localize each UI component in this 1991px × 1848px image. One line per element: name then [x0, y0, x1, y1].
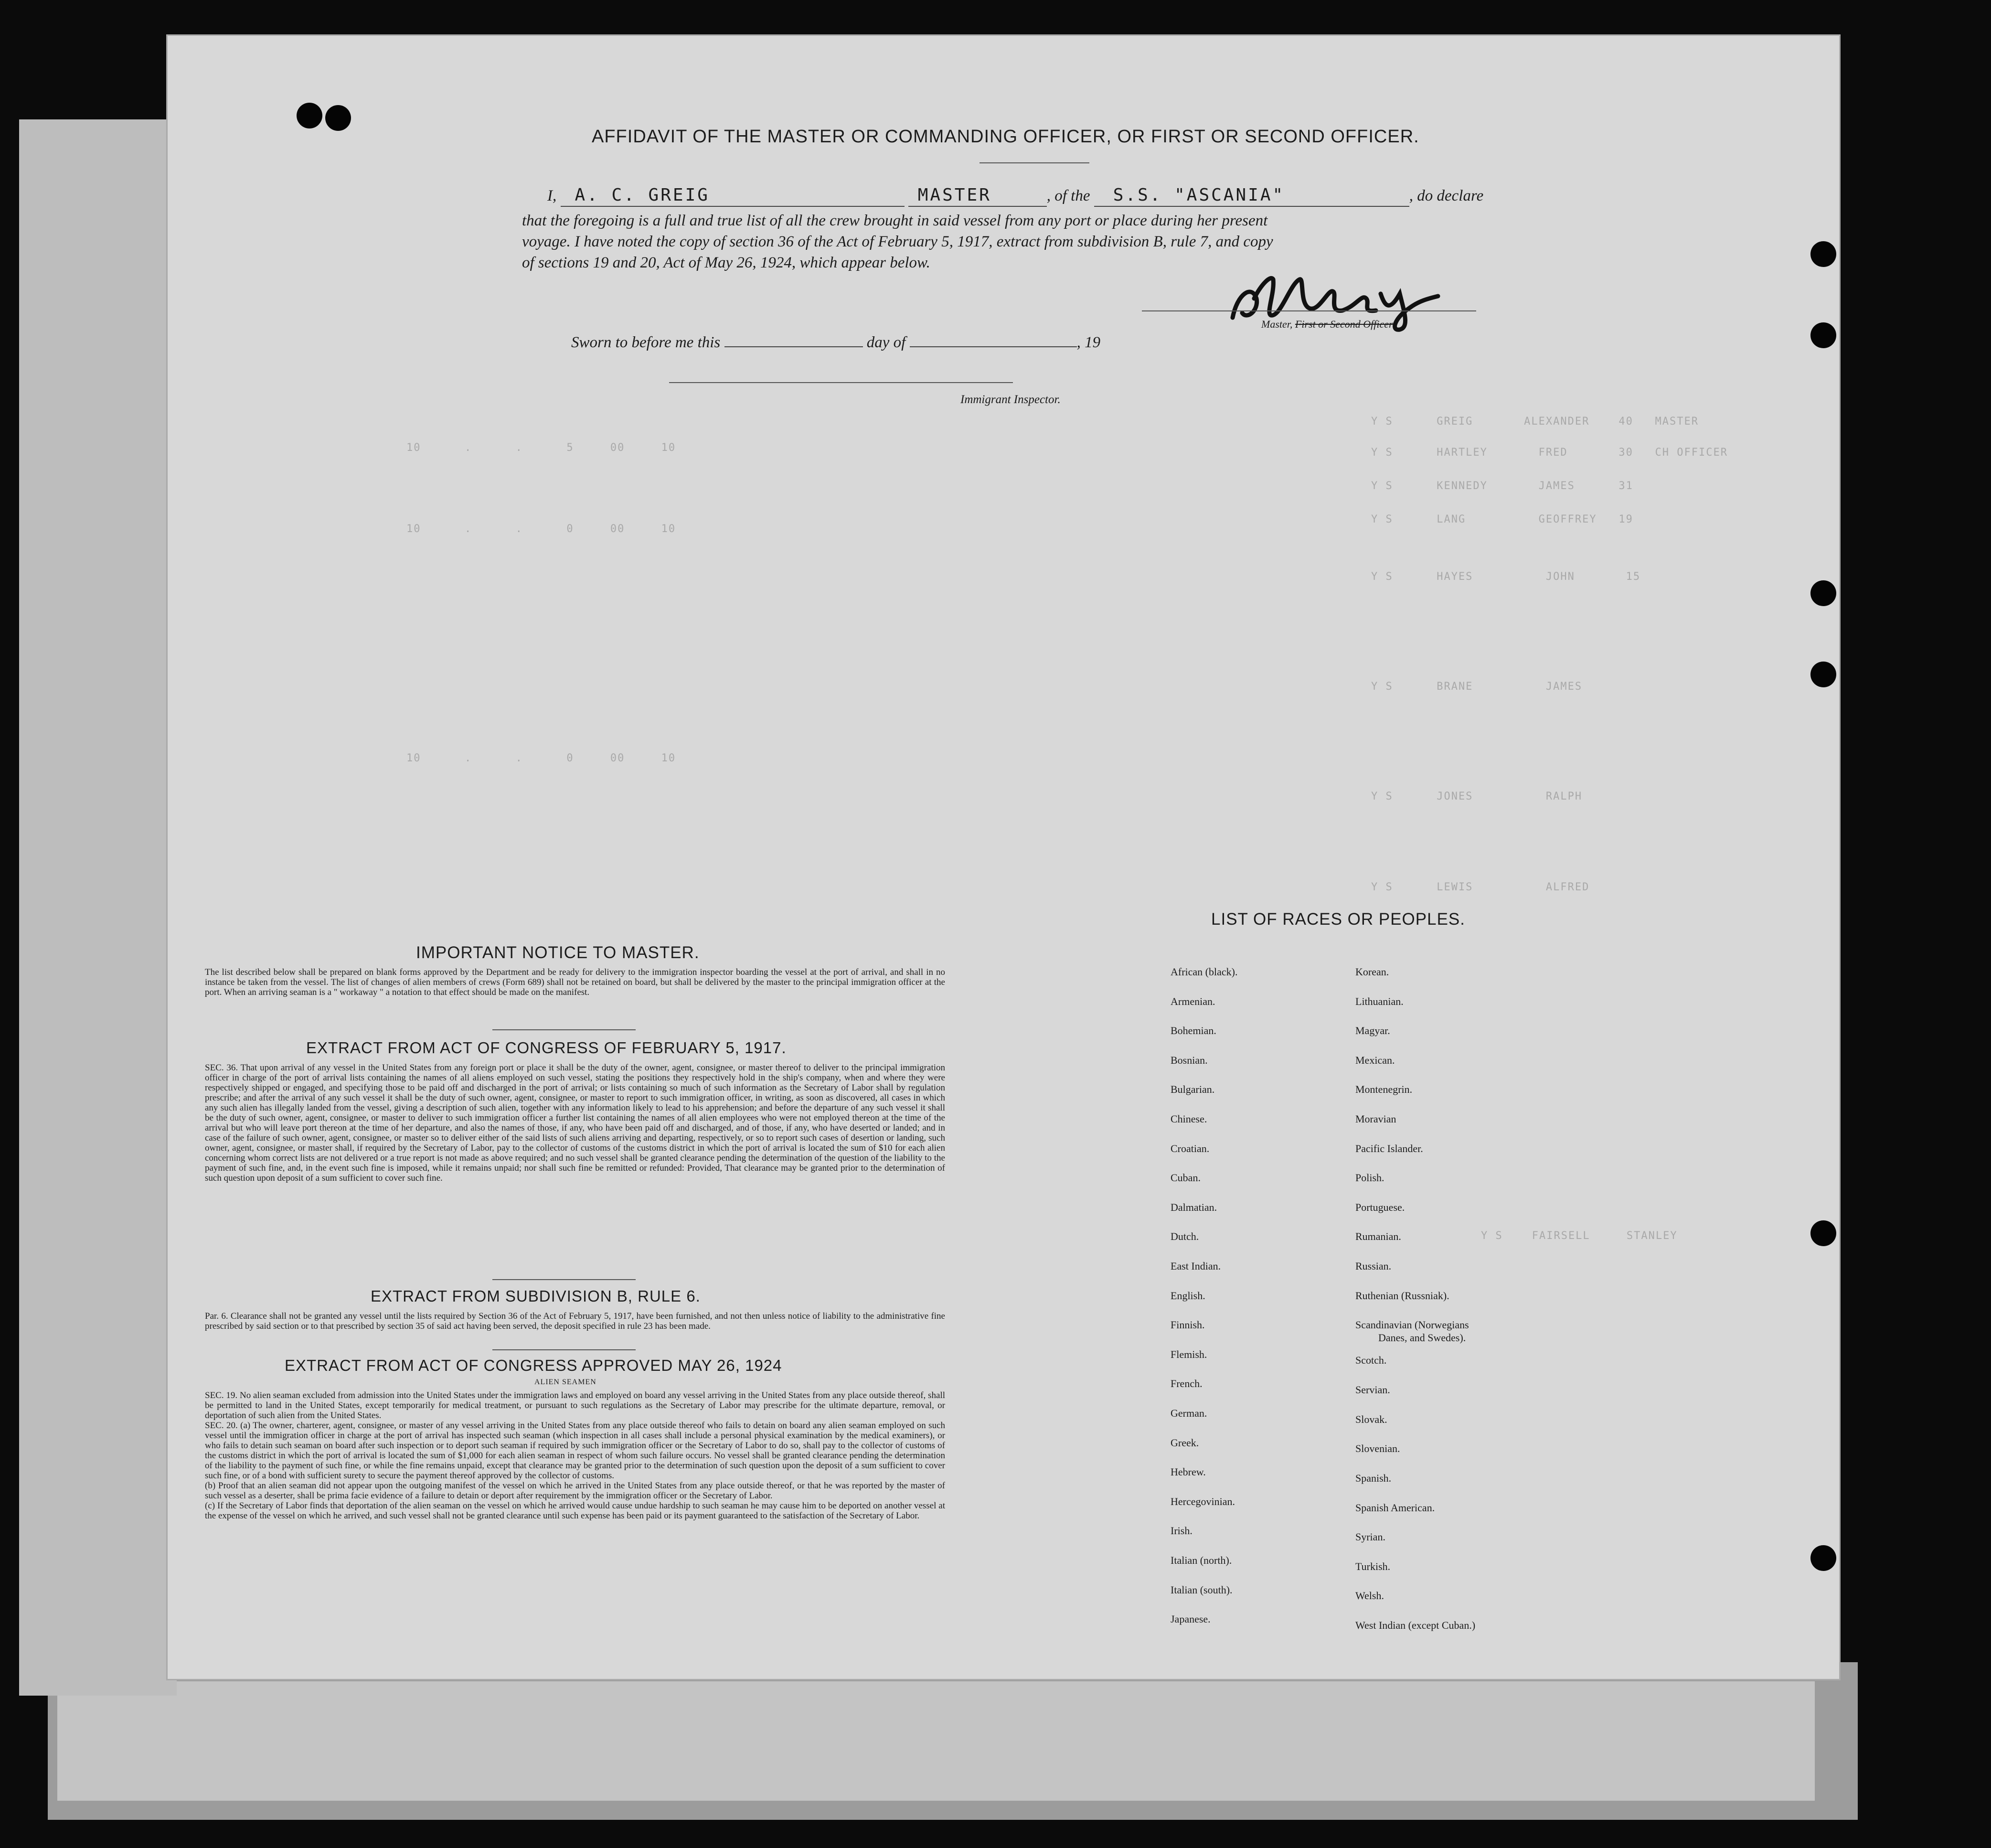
punch-hole	[1810, 662, 1836, 687]
race-item: Slovak.	[1355, 1413, 1387, 1425]
extract-1917-title: EXTRACT FROM ACT OF CONGRESS OF FEBRUARY 5, 1917.	[306, 1039, 787, 1057]
notice-text: The list described below shall be prepared on blank forms approved by the Department and be ready for delivery to the immigration inspector boarding the vessel at the port of arrival, and shall in no instance be taken from the vessel. The list of changes of alien members of crews (Form 689) shall not be retained on board, but shall be delivered by the master to the principal immigration officer at the port. When an arriving seaman is a " workaway " a notation to that effect should be made on the manifest.	[205, 967, 945, 997]
rule-6-text: Par. 6. Clearance shall not be granted any vessel until the lists required by Section 36 of the Act of February 5, 1917, have been furnished, and not then unless notice of liability to the administrative fine prescribed by said section or to that prescribed by section 35 of said act having been served, the deposit specified in rule 23 has been made.	[205, 1311, 945, 1331]
signature-caption-struck: First or Second Officer	[1295, 318, 1393, 330]
race-item: Japanese.	[1171, 1613, 1211, 1625]
punch-hole	[1810, 580, 1836, 606]
race-item: Portuguese.	[1355, 1201, 1405, 1213]
punch-hole	[297, 103, 322, 128]
race-item: Magyar.	[1355, 1025, 1390, 1036]
race-item: English.	[1171, 1290, 1205, 1302]
signature-line	[1142, 310, 1476, 311]
race-item: Dutch.	[1171, 1230, 1199, 1242]
punch-hole	[325, 105, 351, 131]
races-title: LIST OF RACES OR PEOPLES.	[1211, 910, 1466, 929]
signature-caption-master: Master,	[1261, 318, 1295, 330]
race-item: Italian (north).	[1171, 1554, 1232, 1566]
race-item: Bulgarian.	[1171, 1083, 1215, 1095]
master-name-field: A. C. GREIG	[561, 185, 905, 207]
declaration-body	[522, 210, 1273, 273]
race-item: Flemish.	[1171, 1348, 1207, 1360]
race-item: Syrian.	[1355, 1531, 1385, 1543]
punch-hole	[1810, 241, 1836, 267]
race-item: Bohemian.	[1171, 1025, 1216, 1036]
race-item: Lithuanian.	[1355, 995, 1404, 1007]
declare-label: , do declare	[1409, 187, 1484, 204]
declaration-body-line: that the foregoing is a full and true list of all the crew brought in said vessel from any port or place during her present	[522, 212, 1268, 229]
extract-1924-text	[205, 1390, 945, 1521]
race-item: Scandinavian (Norwegians	[1355, 1319, 1469, 1331]
declaration-body-line: voyage. I have noted the copy of section 36 of the Act of February 5, 1917, extract from subdivision B, rule 7, and copy	[522, 233, 1273, 250]
sworn-line	[571, 332, 1100, 353]
race-item: Rumanian.	[1355, 1230, 1401, 1242]
sworn-label: Sworn to before me this	[571, 334, 721, 351]
day-of-label: day of	[866, 334, 906, 351]
race-item: Moravian	[1355, 1113, 1396, 1125]
punch-hole	[1810, 1545, 1836, 1571]
alien-seamen-subtitle: ALIEN SEAMEN	[534, 1378, 596, 1386]
race-item: Turkish.	[1355, 1560, 1391, 1572]
of-the-label: , of the	[1046, 187, 1090, 204]
rank-field: MASTER	[908, 185, 1047, 207]
divider	[492, 1349, 636, 1350]
race-item: Scotch.	[1355, 1354, 1387, 1366]
document-page: Y S GREIG ALEXANDER 40 MASTER Y S HARTLEY FRED 30 CH OFFICER Y S KENNEDY JAMES 31 Y S LANG GEOFFREY 19 Y S HAYES JOHN 15 Y S BRANE JAMES Y S JONES RALPH Y S LEWIS ALFRED Y S FAIRSELL STANLEY 10 . . 5 00 10 10 . . 0 00 10 10 . . 0 00 10 AFFIDAVIT OF THE MASTER OR COMMANDING OFFICER, OR FIRST OR SECOND OFFICER. I, A. C. GREIG MASTER , of the S.S. "ASCANIA" , do declare that the foregoing is a full and true list of all the crew brought in said vessel from any port or place during her present voyage. I have noted the copy of section 36 of the Act of February 5, 1917, extract from subdivision B, rule 7, and copy of sections 19 and 20, Act of May 26, 1924, which appear below. Master, First or Second Officer Sworn to before me this day of , 19 Immigrant Inspector. IMPORTANT NOTICE TO MASTER. The list described below shall be prepared on blank forms approved by the Department and be ready for delivery to the immigration inspector boarding the vessel at the port of arrival, and shall in no instance be taken from the vessel. The list of changes of alien members of crews (Form 689) shall not be retained on board, but shall be delivered by the master to the principal immigration officer at the port. When an arriving seaman is a " workaway " a notation to that effect should be made on the manifest. EXTRACT FROM ACT OF CONGRESS OF FEBRUARY 5, 1917. SEC. 36. That upon arrival of any vessel in the United States from any foreign port or place it shall be the duty of the owner, agent, consignee, or master thereof to deliver to the principal immigration officer in charge of the port of arrival lists containing the names of all aliens employed on such vessel, stating the positions they respectively hold in the ship's company, when and where they were respectively shipped or engaged, and specifying those to be paid off and discharged in the port of arrival; or lists containing so much of such information as the Secretary of Labor shall by regulation prescribe; and after the arrival of any such vessel it shall be the duty of such owner, agent, consignee, or master to report to such immigration officer, in writing, as soon as discovered, all cases in which any such alien has illegally landed from the vessel, giving a description of such alien, together with any information likely to lead to his apprehension; and before the departure of any such vessel it shall be the duty of such owner, agent, consignee, or master to deliver to such immigration officer a further list containing the names of all alien employees who were not employed thereon at the time of the arrival but who will leave port thereon at the time of her departure, and also the names of those, if any, who have been paid off and discharged, and of those, if any, who have deserted or landed; and in case of the failure of such owner, agent, consignee, or master so to deliver either of the said lists of such aliens arriving and departing, respectively, or so to report such cases of desertion or landing, such owner, agent, consignee, or master shall, if required by the Secretary of Labor, pay to the collector of customs of the customs district in which the port of arrival is located the sum of $10 for each alien concerning whom correct lists are not delivered or a true report is not made as above required; and no such vessel shall be granted clearance pending the determination of the question of the liability to the payment of such fine, and, in the event such fine is imposed, while it remains unpaid; nor shall such fine be remitted or refunded: Provided, That clearance may be granted prior to the determination of such question upon deposit of a sum sufficient to cover such fine. EXTRACT FROM SUBDIVISION B, RULE 6. Par. 6. Clearance shall not be granted any vessel until the lists required by Section 36 of the Act of February 5, 1917, have been furnished, and not then unless notice of liability to the administrative fine prescribed by said section or to that prescribed by section 35 of said act having been served, the deposit specified in rule 23 has been made. EXTRACT FROM ACT OF CONGRESS APPROVED MAY 26, 1924 ALIEN SEAMEN SEC. 19. No alien seaman excluded from admission into the United States under the immigration laws and employed on board any vessel arriving in the United States from any place outside thereof, shall be permitted to land in the United States, except temporarily for medical treatment, or pursuant to such regulations as the Secretary of Labor may prescribe for the ultimate departure, removal, or deportation of such alien from the United States. SEC. 20. (a) The owner, charterer, agent, consignee, or master of any vessel arriving in the United States from any place outside thereof who fails to detain on board any alien seaman employed on such vessel until the immigration officer in charge at the port of arrival has inspected such seaman (which inspection in all cases shall include a personal physical examination by the medical examiners), or who fails to detain such seaman on board after such inspection or to deport such seaman if required by such immigration officer or the Secretary of Labor to do so, shall pay to the collector of customs of the customs district in which the port of arrival is located the sum of $1,000 for each alien seaman in respect of whom such failure occurs. No vessel shall be granted clearance pending the determination of the liability to the payment of such fine, or while the fine remains unpaid, except that clearance may be granted prior to the determination of such question upon the deposit of a sum sufficient to cover such fine, or of a bond with sufficient surety to secure the payment thereof approved by the collector of customs. (b) Proof that an alien seaman did not appear upon the outgoing manifest of the vessel on which he arrived in the United States from any place outside thereof, or that he was reported by the master of such vessel as a deserter, shall be prima facie evidence of a failure to detain or deport after requirement by the immigration officer or the Secretary of Labor. (c) If the Secretary of Labor finds that deportation of the alien seaman on the vessel on which he arrived would cause undue hardship to such seaman he may cause him to be deported on another vessel at the expense of the vessel on which he arrived, and such vessel shall not be granted clearance until such expense has been paid or its payment guaranteed to the satisfaction of the Secretary of Labor. LIST OF RACES OR PEOPLES. African (black). Armenian. Bohemian. Bosnian. Bulgarian. Chinese. Croatian. Cuban. Dalmatian. Dutch. East Indian. English. Finnish. Flemish. French. German. Greek. Hebrew. Hercegovinian. Irish. Italian (north). Italian (south). Japanese. Korean. Lithuanian. Magyar. Mexican. Montenegrin. Moravian Pacific Islander. Polish. Portuguese. Rumanian. Russian. Ruthenian (Russniak). Scandinavian (Norwegians Danes, and Swedes). Scotch. Servian. Slovak. Slovenian. Spanish. Spanish American. Syrian. Turkish. Welsh. West Indian (except Cuban.)	[166, 34, 1841, 1680]
race-item: Slovenian.	[1355, 1442, 1400, 1454]
section-20b-text: (b) Proof that an alien seaman did not appear upon the outgoing manifest of the vessel on which he arrived in the United States from any place outside thereof, or that he was reported by the master of such vessel as a deserter, shall be prima facie evidence of a failure to detain or deport after requirement by the immigration officer or the Secretary of Labor.	[205, 1481, 945, 1501]
race-item: Irish.	[1171, 1525, 1192, 1537]
race-item: Chinese.	[1171, 1113, 1207, 1125]
race-item: Servian.	[1355, 1384, 1390, 1396]
race-item: Mexican.	[1355, 1054, 1395, 1066]
race-item: French.	[1171, 1378, 1203, 1389]
race-item: African (black).	[1171, 966, 1238, 978]
notice-title: IMPORTANT NOTICE TO MASTER.	[416, 943, 700, 962]
race-item: Welsh.	[1355, 1590, 1384, 1602]
underlying-sheet-bottom-2	[57, 1681, 1815, 1801]
race-item: Greek.	[1171, 1437, 1199, 1449]
race-item: Hercegovinian.	[1171, 1495, 1235, 1507]
race-item: Korean.	[1355, 966, 1389, 978]
divider	[980, 162, 1089, 163]
divider	[492, 1029, 636, 1030]
race-item: Russian.	[1355, 1260, 1392, 1272]
race-item: Cuban.	[1171, 1172, 1201, 1184]
race-item: Hebrew.	[1171, 1466, 1206, 1478]
race-item: Dalmatian.	[1171, 1201, 1217, 1213]
signature-caption	[1261, 314, 1393, 335]
race-item: Ruthenian (Russniak).	[1355, 1290, 1449, 1302]
race-item: East Indian.	[1171, 1260, 1221, 1272]
race-item: Spanish American.	[1355, 1502, 1435, 1514]
inspector-signature-line	[669, 382, 1013, 383]
race-item: Spanish.	[1355, 1472, 1392, 1484]
pronoun-label: I,	[547, 187, 557, 204]
race-item: Polish.	[1355, 1172, 1384, 1184]
sworn-month-field	[910, 346, 1077, 347]
race-item: Danes, and Swedes).	[1378, 1332, 1466, 1344]
underlying-sheet-left	[19, 119, 177, 1696]
race-item: Armenian.	[1171, 995, 1215, 1007]
race-item: Italian (south).	[1171, 1584, 1233, 1596]
inspector-label: Immigrant Inspector.	[960, 393, 1061, 406]
punch-hole	[1810, 322, 1836, 348]
sworn-day-field	[724, 346, 863, 347]
section-20a-text: SEC. 20. (a) The owner, charterer, agent, consignee, or master of any vessel arriving in the United States from any place outside thereof who fails to detain on board any alien seaman employed on such vessel until the immigration officer in charge at the port of arrival has inspected such seaman (which inspection in all cases shall include a personal physical examination by the medical examiners), or who fails to detain such seaman on board after such inspection or to deport such seaman if required by such immigration officer or the Secretary of Labor to do so, shall pay to the collector of customs of the customs district in which the port of arrival is located the sum of $1,000 for each alien seaman in respect of whom such failure occurs. No vessel shall be granted clearance pending the determination of the liability to the payment of such fine, or while the fine remains unpaid, except that clearance may be granted prior to the determination of such question upon the deposit of a sum sufficient to cover such fine, or of a bond with sufficient surety to secure the payment thereof approved by the collector of customs.	[205, 1421, 945, 1481]
race-item: Bosnian.	[1171, 1054, 1208, 1066]
ship-name-field: S.S. "ASCANIA"	[1094, 185, 1409, 207]
race-item: Croatian.	[1171, 1143, 1210, 1154]
section-20c-text: (c) If the Secretary of Labor finds that deportation of the alien seaman on the vessel on which he arrived would cause undue hardship to such seaman he may cause him to be deported on another vessel at the expense of the vessel on which he arrived, and such vessel shall not be granted clearance until such expense has been paid or its payment guaranteed to the satisfaction of the Secretary of Labor.	[205, 1501, 945, 1521]
declaration-line-1	[547, 185, 1483, 207]
punch-hole	[1810, 1220, 1836, 1246]
race-item: German.	[1171, 1407, 1207, 1419]
race-item: Pacific Islander.	[1355, 1143, 1423, 1154]
declaration-body-line: of sections 19 and 20, Act of May 26, 1924, which appear below.	[522, 254, 930, 271]
affidavit-title: AFFIDAVIT OF THE MASTER OR COMMANDING OFFICER, OR FIRST OR SECOND OFFICER.	[592, 127, 1419, 147]
race-item: Finnish.	[1171, 1319, 1205, 1331]
extract-1924-title: EXTRACT FROM ACT OF CONGRESS APPROVED MAY 26, 1924	[285, 1357, 782, 1374]
race-item: West Indian (except Cuban.)	[1355, 1619, 1476, 1631]
year-label: , 19	[1076, 334, 1101, 351]
divider	[492, 1279, 636, 1280]
race-item: Montenegrin.	[1355, 1083, 1413, 1095]
section-19-text: SEC. 19. No alien seaman excluded from admission into the United States under the immigration laws and employed on board any vessel arriving in the United States from any place outside thereof, shall be permitted to land in the United States, except temporarily for medical treatment, or pursuant to such regulations as the Secretary of Labor may prescribe for the ultimate departure, removal, or deportation of such alien from the United States.	[205, 1390, 945, 1421]
extract-1917-text: SEC. 36. That upon arrival of any vessel in the United States from any foreign port or place it shall be the duty of the owner, agent, consignee, or master thereof to deliver to the principal immigration officer in charge of the port of arrival lists containing the names of all aliens employed on such vessel, stating the positions they respectively hold in the ship's company, when and where they were respectively shipped or engaged, and specifying those to be paid off and discharged in the port of arrival; or lists containing so much of such information as the Secretary of Labor shall by regulation prescribe; and after the arrival of any such vessel it shall be the duty of such owner, agent, consignee, or master to report to such immigration officer, in writing, as soon as discovered, all cases in which any such alien has illegally landed from the vessel, giving a description of such alien, together with any information likely to lead to his apprehension; and before the departure of any such vessel it shall be the duty of such owner, agent, consignee, or master to deliver to such immigration officer a further list containing the names of all alien employees who were not employed thereon at the time of the arrival but who will leave port thereon at the time of her departure, and also the names of those, if any, who have been paid off and discharged, and of those, if any, who have deserted or landed; and in case of the failure of such owner, agent, consignee, or master so to deliver either of the said lists of such aliens arriving and departing, respectively, or so to report such cases of desertion or landing, such owner, agent, consignee, or master shall, if required by the Secretary of Labor, pay to the collector of customs of the customs district in which the port of arrival is located the sum of $10 for each alien concerning whom correct lists are not delivered or a true report is not made as above required; and no such vessel shall be granted clearance pending the determination of the question of the liability to the payment of such fine, and, in the event such fine is imposed, while it remains unpaid; nor shall such fine be remitted or refunded: Provided, That clearance may be granted prior to the determination of such question upon deposit of a sum sufficient to cover such fine.	[205, 1063, 945, 1183]
rule-6-title: EXTRACT FROM SUBDIVISION B, RULE 6.	[371, 1287, 701, 1305]
